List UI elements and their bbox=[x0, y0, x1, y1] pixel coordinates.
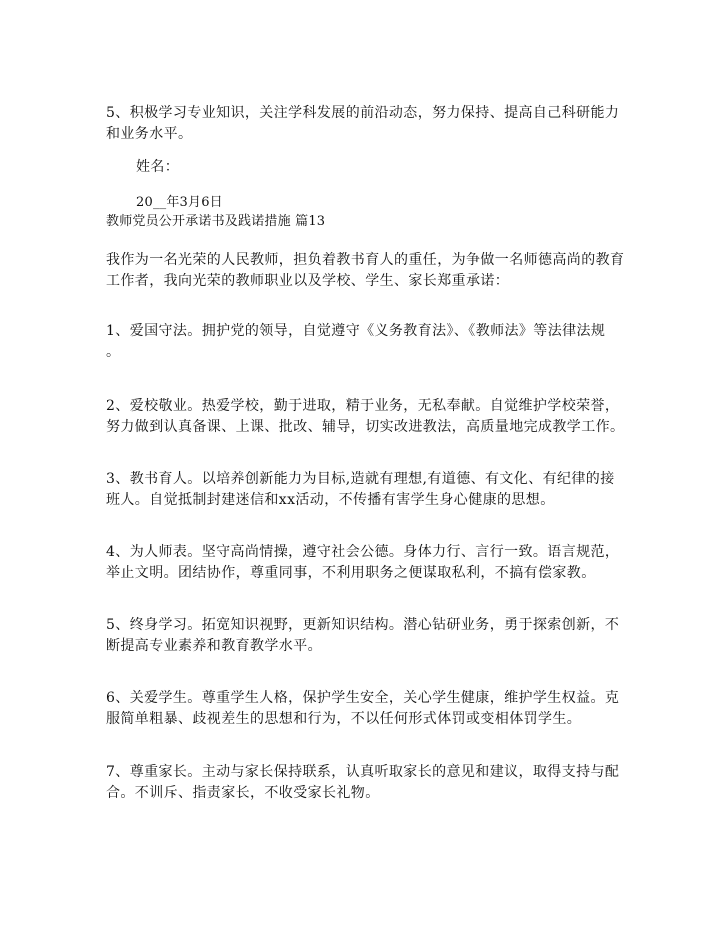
text-line: 班人。自觉抵制封建迷信和xx活动，不传播有害学生身心健康的思想。 bbox=[106, 492, 555, 508]
text-line: 合。不训斥、指责家长，不收受家长礼物。 bbox=[106, 785, 380, 801]
text-line: 断提高专业素养和教育教学水平。 bbox=[106, 638, 322, 654]
text-line: 4、为人师表。坚守高尚情操，遵守社会公德。身体力行、言行一致。语言规范， bbox=[106, 544, 620, 560]
text-line: 6、关爱学生。尊重学生人格，保护学生安全，关心学生健康，维护学生权益。克 bbox=[106, 690, 620, 706]
text-line: 3、教书育人。以培养创新能力为目标,造就有理想,有道德、有文化、有纪律的接 bbox=[106, 471, 615, 487]
text-line: 和业务水平。 bbox=[106, 126, 193, 142]
commitment-item-5 bbox=[106, 615, 620, 657]
commitment-item-7 bbox=[106, 762, 620, 804]
text-line: 5、积极学习专业知识，关注学科发展的前沿动态，努力保持、提高自己科研能力 bbox=[106, 105, 620, 121]
intro-paragraph bbox=[106, 250, 625, 292]
name-label: 姓名： bbox=[136, 159, 180, 175]
text-line: 5、终身学习。拓宽知识视野，更新知识结构。潜心钻研业务，勇于探索创新，不 bbox=[106, 617, 620, 633]
commitment-item-2 bbox=[106, 396, 625, 438]
text-line: 7、尊重家长。主动与家长保持联系，认真听取家长的意见和建议，取得支持与配 bbox=[106, 764, 620, 780]
commitment-item-4 bbox=[106, 542, 620, 584]
text-line: 我作为一名光荣的人民教师，担负着教书育人的重任，为争做一名师德高尚的教育 bbox=[106, 252, 625, 268]
text-line: 2、爱校敬业。热爱学校，勤于进取，精于业务，无私奉献。自觉维护学校荣誉， bbox=[106, 398, 620, 414]
text-line: 工作者，我向光荣的教师职业以及学校、学生、家长郑重承诺： bbox=[106, 273, 510, 289]
text-line: 。 bbox=[106, 344, 121, 360]
text-line: 努力做到认真备课、上课、批改、辅导，切实改进教法，高质量地完成教学工作。 bbox=[106, 419, 625, 435]
commitment-item-1 bbox=[106, 321, 616, 363]
paragraph-item-5-previous bbox=[106, 103, 620, 145]
section-title: 教师党员公开承诺书及践诺措施 篇13 bbox=[106, 214, 326, 229]
text-line: 1、爱国守法。拥护党的领导，自觉遵守《义务教育法》、《教师法》等法律法规 bbox=[106, 323, 606, 339]
commitment-item-3 bbox=[106, 469, 616, 511]
date-line: 20__年3月6日 bbox=[136, 195, 223, 210]
text-line: 服简单粗暴、歧视差生的思想和行为，不以任何形式体罚或变相体罚学生。 bbox=[106, 711, 582, 727]
text-line: 举止文明。团结协作，尊重同事，不利用职务之便谋取私利，不搞有偿家教。 bbox=[106, 565, 596, 581]
commitment-item-6 bbox=[106, 688, 620, 730]
